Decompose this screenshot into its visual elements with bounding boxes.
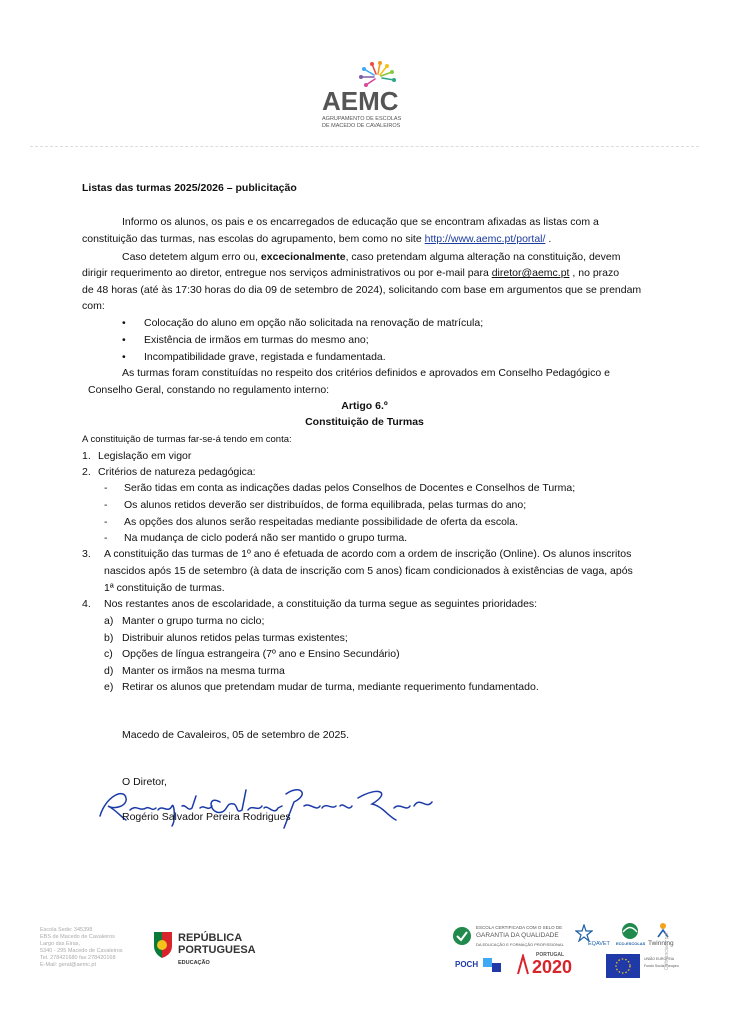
- bullet-text: Colocação do aluno em opção não solicitada na renovação de matrícula;: [144, 317, 484, 329]
- eqavet-star-icon: [575, 924, 593, 942]
- list-text: A constituição das turmas de 1º ano é efetuada de acordo com a ordem de inscrição (Online). Os alunos inscritos: [104, 548, 632, 560]
- dash-marker: -: [104, 516, 108, 528]
- letter-text: Retirar os alunos que pretendam mudar de turma, mediante requerimento fundamentado.: [122, 681, 539, 693]
- dash-text: As opções dos alunos serão respeitadas mediante possibilidade de oferta da escola.: [124, 516, 519, 528]
- list-number: 1.: [82, 450, 91, 462]
- republica-portuguesa-text: [178, 932, 298, 956]
- quality-seal-icon: [452, 926, 472, 946]
- eqavet-label: EQAVET: [588, 941, 610, 947]
- address-line: 5340 - 295 Macedo de Cavaleiros: [40, 948, 123, 954]
- signature-name: Rogério Salvador Pereira Rodrigues: [122, 811, 291, 823]
- list-number: 2.: [82, 466, 91, 478]
- quality-seal-line-3: DA EDUCAÇÃO E FORMAÇÃO PROFISSIONAL: [476, 942, 564, 947]
- logo-subtitle: [322, 116, 412, 129]
- paragraph-1-line-2: [82, 233, 551, 246]
- list-text: Critérios de natureza pedagógica:: [98, 466, 256, 478]
- paragraph-3-line-2: Conselho Geral, constando no regulamento interno:: [88, 384, 330, 396]
- quality-seal-line-1: ESCOLA CERTIFICADA COM O SELO DE: [476, 925, 563, 930]
- letter-marker: d): [104, 665, 114, 677]
- logo-subtitle-line-1: AGRUPAMENTO DE ESCOLAS: [322, 116, 402, 122]
- article-subtitle: Constituição de Turmas: [305, 416, 424, 428]
- list-text: Nos restantes anos de escolaridade, a constituição da turma segue as seguintes prioridades:: [104, 598, 538, 610]
- portugal-label: PORTUGAL: [536, 952, 565, 958]
- paragraph-2-text-b: , caso pretendam alguma alteração na constituição, devem: [345, 251, 621, 263]
- cofinanced-label: Cofinanciado por:: [664, 930, 670, 970]
- bullet-text: Incompatibilidade grave, registada e fundamentada.: [144, 351, 386, 363]
- eco-escolas-label: ECO-ESCOLAS: [616, 941, 646, 946]
- paragraph-2-line-2: [82, 267, 619, 280]
- header-divider: [30, 146, 699, 147]
- director-email-link[interactable]: diretor@aemc.pt: [491, 267, 570, 279]
- portugal-2020-mark-icon: [516, 954, 530, 976]
- list-number: 3.: [82, 548, 91, 560]
- rp-line-2: PORTUGUESA: [178, 944, 256, 956]
- portal-link[interactable]: http://www.aemc.pt/portal/: [424, 233, 546, 245]
- address-line: Tel. 278421680 fax 278420168: [40, 955, 116, 961]
- paragraph-1-text: constituição das turmas, nas escolas do agrupamento, bem como no site: [82, 233, 422, 245]
- article-title: Artigo 6.º: [341, 400, 388, 412]
- twinning-label: Twinning: [648, 940, 674, 947]
- address-line: Escola Sede: 345398: [40, 927, 93, 933]
- logo-title: AEMC: [322, 86, 399, 116]
- address-line: E-Mail: geral@aemc.pt: [40, 962, 97, 968]
- paragraph-3-line-1: As turmas foram constituídas no respeito dos critérios definidos e aprovados em Conselho Pedagógico e: [122, 367, 610, 379]
- eco-escolas-icon: [620, 922, 640, 940]
- paragraph-2-line-3: de 48 horas (até às 17:30 horas do dia 09 de setembro de 2024), solicitando com base em argumentos que se prendam: [82, 284, 642, 296]
- letter-text: Manter o grupo turma no ciclo;: [122, 615, 265, 627]
- address-line: EBS de Macedo de Cavaleiros: [40, 934, 115, 940]
- portugal-emblem-icon: [152, 930, 174, 960]
- eu-flag-icon: [606, 954, 640, 978]
- paragraph-2-text-d: , no prazo: [572, 267, 620, 279]
- dash-text: Serão tidas em conta as indicações dadas pelos Conselhos de Docentes e Conselhos de Turma;: [124, 482, 576, 494]
- list-text: nascidos após 15 de setembro (à data de inscrição com 5 anos) ficam condicionados à existências de vaga, após: [104, 565, 633, 577]
- letter-marker: e): [104, 681, 114, 693]
- bullet-item: •: [122, 351, 126, 363]
- paragraph-2-line-4: com:: [82, 300, 105, 312]
- bullet-item: •: [122, 317, 126, 329]
- paragraph-2-text-a: Caso detetem algum erro ou,: [122, 251, 258, 263]
- paragraph-1-line-1: Informo os alunos, os pais e os encarregados de educação que se encontram afixadas as listas com a: [122, 216, 599, 228]
- logo-subtitle-line-2: DE MACEDO DE CAVALEIROS: [322, 122, 401, 129]
- document-title: Listas das turmas 2025/2026 – publicitação: [82, 182, 297, 194]
- letter-text: Manter os irmãos na mesma turma: [122, 665, 285, 677]
- list-text: Legislação em vigor: [98, 450, 192, 462]
- dash-marker: -: [104, 482, 108, 494]
- letter-text: Distribuir alunos retidos pelas turmas existentes;: [122, 632, 348, 644]
- address-line: Largo das Eiras,: [40, 941, 81, 947]
- letter-text: Opções de língua estrangeira (7º ano e Ensino Secundário): [122, 648, 400, 660]
- letter-marker: a): [104, 615, 114, 627]
- school-address: [40, 927, 123, 969]
- bullet-text: Existência de irmãos em turmas do mesmo ano;: [144, 334, 369, 346]
- poch-mark-icon: [482, 955, 504, 973]
- list-number: 4.: [82, 598, 91, 610]
- paragraph-2-line-1: [122, 251, 620, 264]
- handwritten-signature-icon: [96, 776, 436, 836]
- letter-marker: b): [104, 632, 114, 644]
- dash-marker: -: [104, 532, 108, 544]
- eu-label: UNIÃO EUROPEIA: [644, 957, 675, 961]
- date-line: Macedo de Cavaleiros, 05 de setembro de 2025.: [122, 729, 350, 741]
- poch-label: POCH: [455, 960, 479, 969]
- list-text: 1ª constituição de turmas.: [104, 582, 225, 594]
- article-intro: A constituição de turmas far-se-á tendo em conta:: [82, 434, 292, 445]
- educacao-label: EDUCAÇÃO: [178, 960, 210, 966]
- rp-line-1: REPÚBLICA: [178, 932, 243, 944]
- paragraph-2-text-c: dirigir requerimento ao diretor, entregue nos serviços administrativos ou por e-mail para: [82, 267, 489, 279]
- dash-text: Os alunos retidos deverão ser distribuídos, de forma equilibrada, pelas turmas do ano;: [124, 499, 527, 511]
- letter-marker: c): [104, 648, 113, 660]
- quality-seal-line-2: GARANTIA DA QUALIDADE: [476, 932, 559, 939]
- paragraph-2-bold: excecionalmente: [260, 251, 346, 263]
- dash-text: Na mudança de ciclo poderá não ser mantido o grupo turma.: [124, 532, 408, 544]
- signature-role: O Diretor,: [122, 776, 167, 788]
- dash-marker: -: [104, 499, 108, 511]
- eu-fund-label: Fundo Social Europeu: [644, 964, 679, 968]
- paragraph-1-end: .: [548, 233, 552, 245]
- portugal-2020-label: 2020: [532, 957, 573, 977]
- bullet-item: •: [122, 334, 126, 346]
